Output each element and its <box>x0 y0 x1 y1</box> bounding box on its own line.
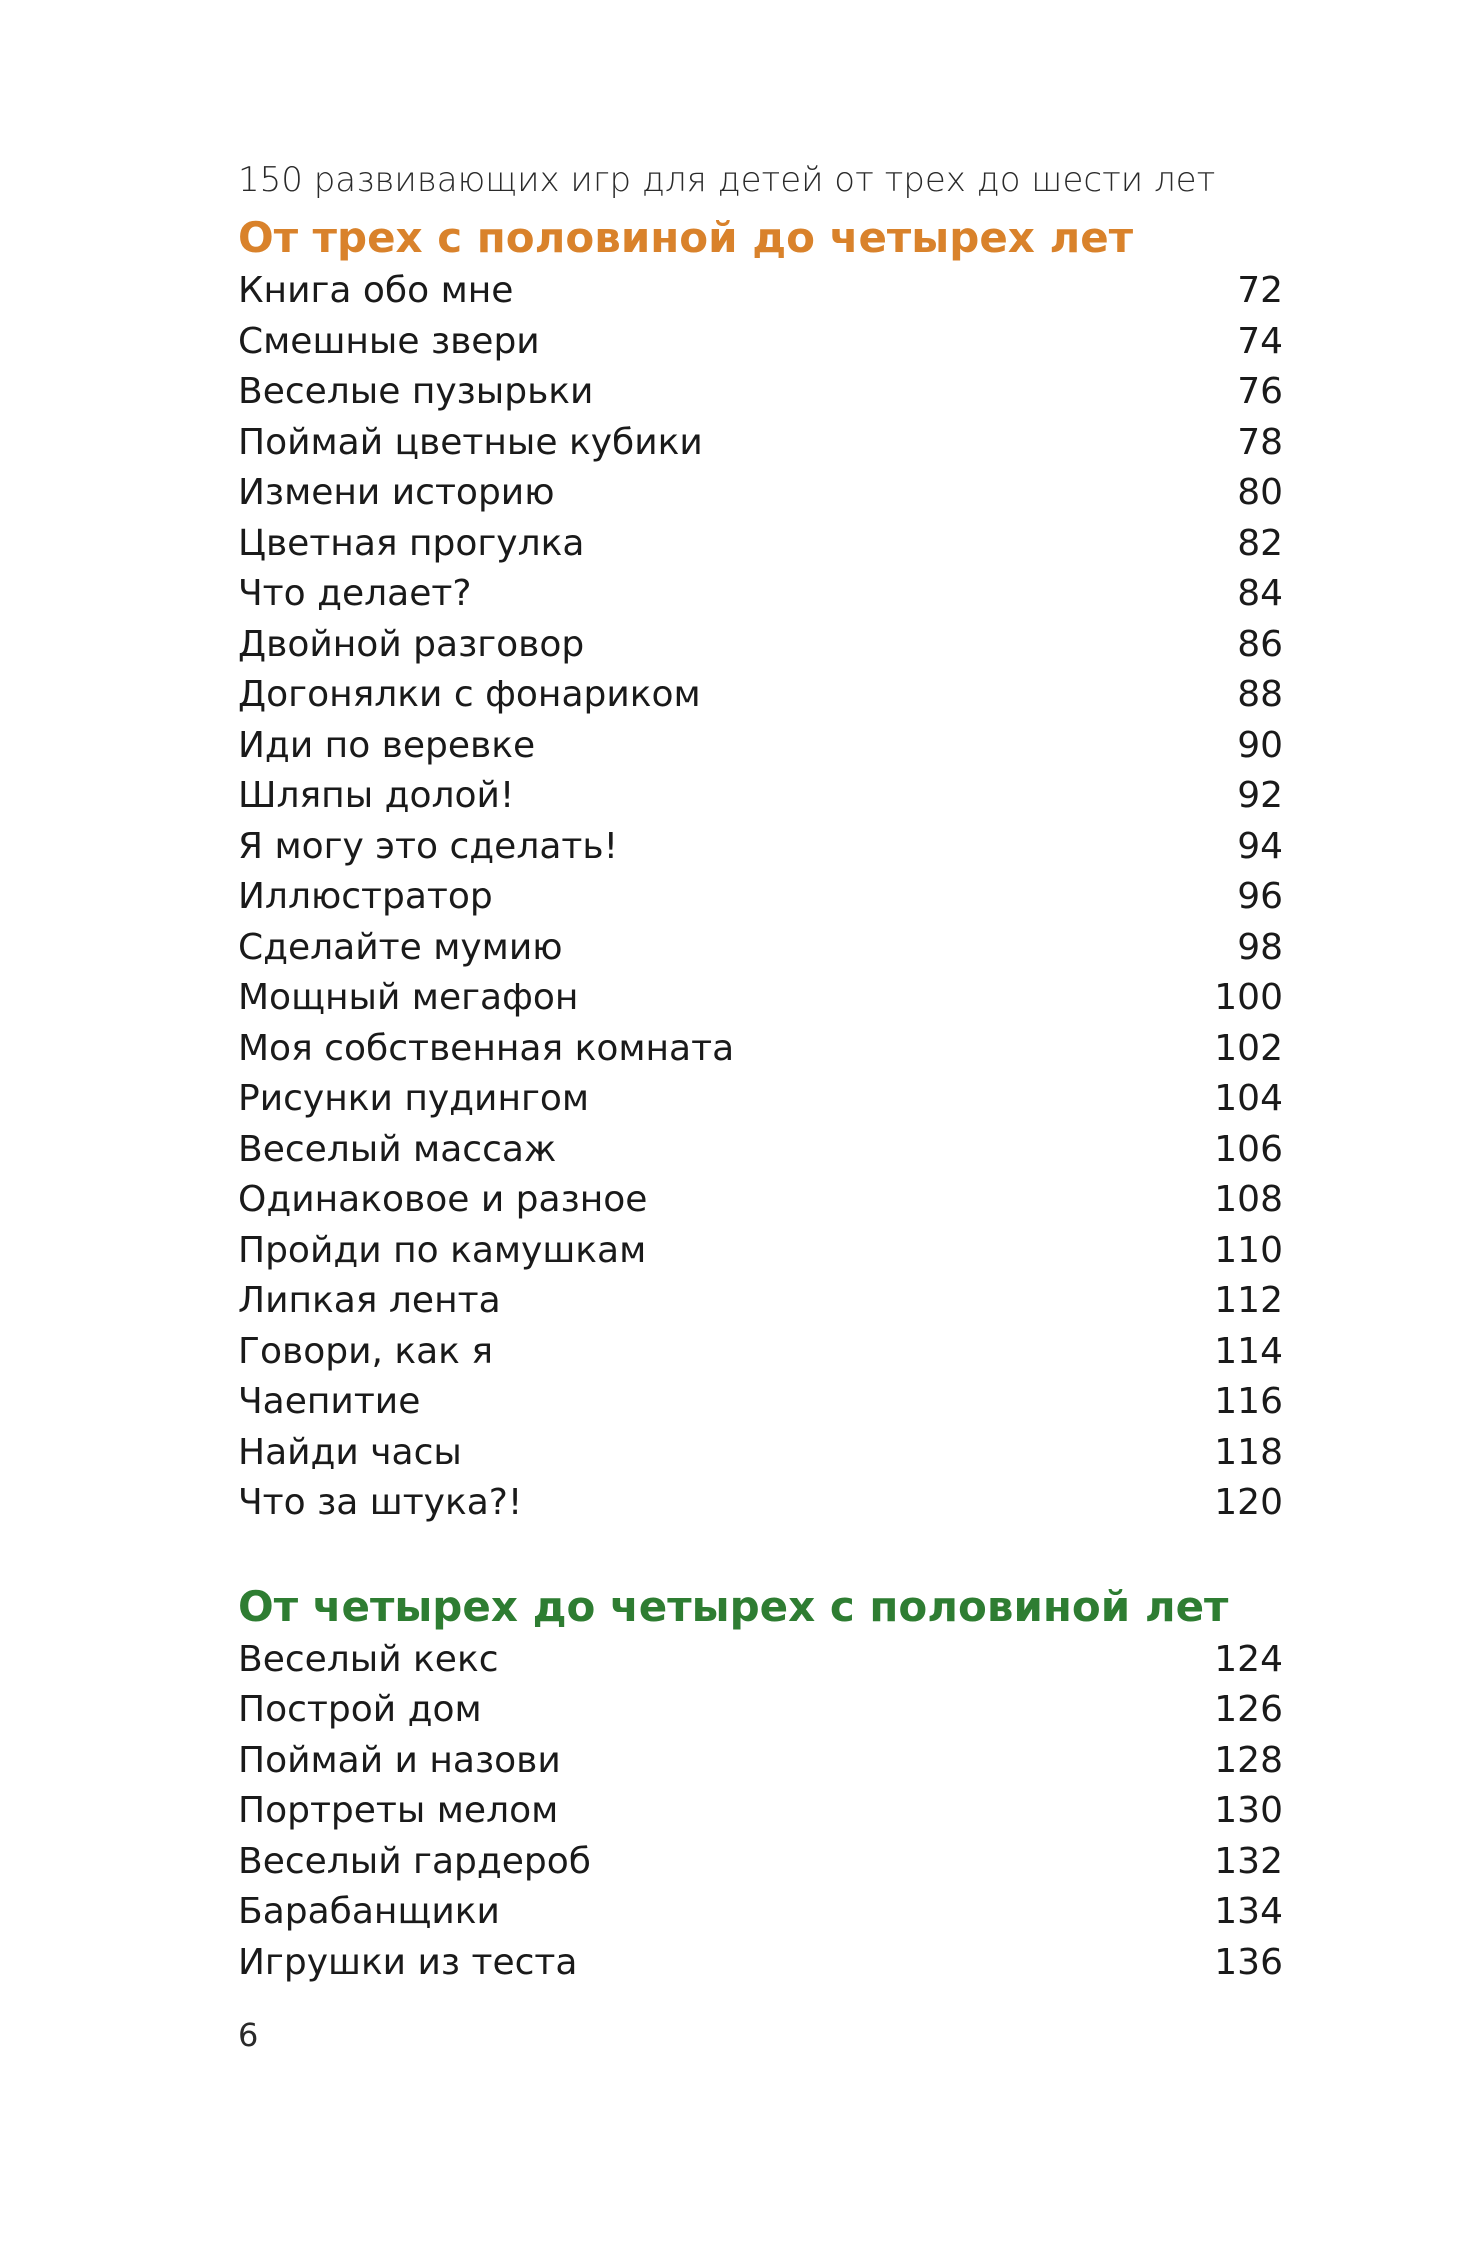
toc-entry-page: 98 <box>1237 926 1283 968</box>
toc-entry-title: Моя собственная комната <box>238 1027 735 1069</box>
toc-entry[interactable] <box>238 1428 1283 1479</box>
toc-entry[interactable] <box>238 1327 1283 1378</box>
toc-entry-page: 86 <box>1237 623 1283 665</box>
toc-entry[interactable] <box>238 1837 1283 1888</box>
toc-entry-title: Барабанщики <box>238 1891 500 1932</box>
toc-entry-title: Поймай и назови <box>238 1739 561 1781</box>
toc-entry-title: Построй дом <box>238 1689 482 1730</box>
toc-entry-page: 128 <box>1214 1739 1283 1781</box>
toc-entry-title: Двойной разговор <box>238 623 585 665</box>
toc-entry[interactable] <box>238 317 1283 368</box>
toc-entry[interactable] <box>238 519 1283 570</box>
toc-entry-page: 104 <box>1214 1078 1283 1119</box>
toc-entry[interactable] <box>238 418 1283 469</box>
toc-entry-page: 136 <box>1214 1941 1283 1983</box>
toc-entry-page: 106 <box>1214 1128 1283 1170</box>
toc-entry-title: Сделайте мумию <box>238 926 563 968</box>
toc-entry-page: 100 <box>1214 977 1283 1018</box>
toc-entry[interactable] <box>238 872 1283 923</box>
toc-entry[interactable] <box>238 721 1283 772</box>
toc-entry-page: 92 <box>1237 775 1283 816</box>
toc-entry-page: 134 <box>1214 1891 1283 1932</box>
toc-entry-page: 114 <box>1214 1330 1283 1372</box>
toc-entry[interactable] <box>238 1887 1283 1938</box>
toc-entry-title: Я могу это сделать! <box>238 825 619 867</box>
toc-entry[interactable] <box>238 1125 1283 1176</box>
toc-entry-title: Чаепитие <box>238 1381 421 1422</box>
toc-entry[interactable] <box>238 1478 1283 1529</box>
toc-entry-page: 130 <box>1214 1790 1283 1831</box>
toc-entry-title: Иди по веревке <box>238 724 536 766</box>
toc-entry-title: Веселый массаж <box>238 1128 557 1170</box>
toc-entry[interactable] <box>238 822 1283 873</box>
toc-entry[interactable] <box>238 973 1283 1024</box>
toc-entry-title: Смешные звери <box>238 320 540 362</box>
toc-entry-title: Игрушки из теста <box>238 1941 578 1983</box>
toc-entry-title: Шляпы долой! <box>238 775 515 816</box>
toc-entry[interactable] <box>238 923 1283 974</box>
toc-entry-title: Портреты мелом <box>238 1790 559 1831</box>
section-title: От трех с половиной до четырех лет <box>238 213 1134 262</box>
toc-entry-page: 108 <box>1214 1179 1283 1220</box>
toc-entry[interactable] <box>238 1736 1283 1787</box>
toc-entry-title: Догонялки с фонариком <box>238 674 701 715</box>
toc-entry-page: 94 <box>1237 825 1283 867</box>
toc-entry-page: 74 <box>1237 320 1283 362</box>
toc-list <box>238 266 1283 1529</box>
toc-entry[interactable] <box>238 620 1283 671</box>
toc-entry-page: 126 <box>1214 1689 1283 1730</box>
toc-entry-title: Мощный мегафон <box>238 977 579 1018</box>
toc-entry-page: 132 <box>1214 1840 1283 1882</box>
toc-entry[interactable] <box>238 1175 1283 1226</box>
page-number: 6 <box>238 2016 259 2054</box>
toc-entry-title: Иллюстратор <box>238 876 493 917</box>
running-head: 150 развивающих игр для детей от трех до шести лет <box>238 160 1216 200</box>
toc-entry-title: Поймай цветные кубики <box>238 421 703 463</box>
toc-entry-page: 96 <box>1237 876 1283 917</box>
toc-entry-title: Измени историю <box>238 472 555 513</box>
toc-entry[interactable] <box>238 771 1283 822</box>
toc-entry-title: Найди часы <box>238 1431 462 1473</box>
toc-entry-title: Липкая лента <box>238 1280 501 1321</box>
toc-entry[interactable] <box>238 1685 1283 1736</box>
toc-entry-title: Что за штука?! <box>238 1482 523 1523</box>
toc-entry-title: Веселый гардероб <box>238 1840 592 1882</box>
toc-entry[interactable] <box>238 670 1283 721</box>
toc-entry[interactable] <box>238 1786 1283 1837</box>
toc-entry-page: 116 <box>1214 1381 1283 1422</box>
toc-entry-page: 84 <box>1237 573 1283 614</box>
toc-entry-page: 76 <box>1237 371 1283 412</box>
toc-entry[interactable] <box>238 1226 1283 1277</box>
toc-entry-title: Одинаковое и разное <box>238 1179 648 1220</box>
toc-entry-page: 110 <box>1214 1229 1283 1271</box>
toc-entry-page: 80 <box>1237 472 1283 513</box>
toc-section-2 <box>238 1579 1283 1989</box>
toc-entry[interactable] <box>238 468 1283 519</box>
toc-entry-title: Пройди по камушкам <box>238 1229 647 1271</box>
toc-entry[interactable] <box>238 569 1283 620</box>
toc-entry[interactable] <box>238 1074 1283 1125</box>
toc-entry-title: Цветная прогулка <box>238 522 585 564</box>
toc-entry[interactable] <box>238 1635 1283 1686</box>
toc-entry-title: Рисунки пудингом <box>238 1078 590 1119</box>
toc-entry[interactable] <box>238 266 1283 317</box>
toc-entry-page: 112 <box>1214 1280 1283 1321</box>
toc-page <box>238 150 1283 1988</box>
toc-entry-title: Веселый кекс <box>238 1638 499 1680</box>
toc-entry[interactable] <box>238 1377 1283 1428</box>
toc-entry[interactable] <box>238 1938 1283 1989</box>
toc-entry-page: 82 <box>1237 522 1283 564</box>
toc-section-1 <box>238 210 1283 1529</box>
toc-entry-page: 118 <box>1214 1431 1283 1473</box>
toc-entry[interactable] <box>238 1276 1283 1327</box>
toc-entry-page: 102 <box>1214 1027 1283 1069</box>
toc-entry-page: 120 <box>1214 1482 1283 1523</box>
toc-entry-page: 90 <box>1237 724 1283 766</box>
toc-entry-title: Говори, как я <box>238 1330 494 1372</box>
toc-entry-page: 88 <box>1237 674 1283 715</box>
toc-entry-page: 124 <box>1214 1638 1283 1680</box>
toc-entry[interactable] <box>238 367 1283 418</box>
toc-entry[interactable] <box>238 1024 1283 1075</box>
toc-entry-page: 78 <box>1237 421 1283 463</box>
section-title: От четырех до четырех с половиной лет <box>238 1581 1229 1631</box>
toc-entry-title: Книга обо мне <box>238 270 514 311</box>
toc-entry-title: Веселые пузырьки <box>238 371 594 412</box>
toc-entry-page: 72 <box>1237 270 1283 311</box>
toc-list <box>238 1635 1283 1989</box>
toc-entry-title: Что делает? <box>238 573 472 614</box>
